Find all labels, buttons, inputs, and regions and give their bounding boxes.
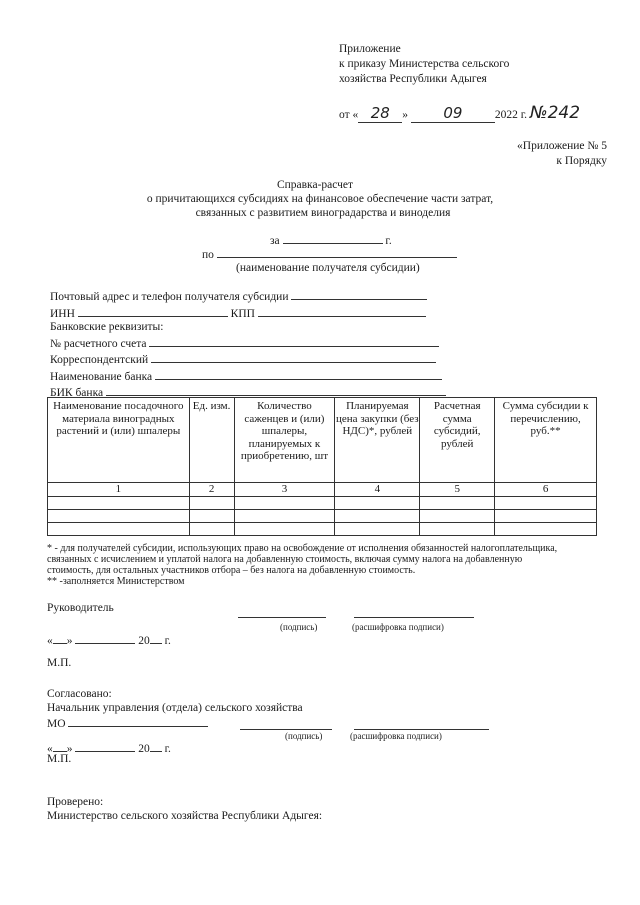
- account-blank: [149, 335, 439, 347]
- header-cell: Планируемая цена закупки (без НДС)*, рублей: [335, 398, 420, 483]
- table-cell: [420, 496, 495, 509]
- year-g: г.: [164, 743, 171, 755]
- dept-head-label: Начальник управления (отдела) сельского хозяйства: [47, 702, 303, 714]
- bank-details-label: Банковские реквизиты:: [50, 321, 164, 333]
- table-cell: [48, 496, 190, 509]
- number-cell: 3: [234, 483, 335, 497]
- footnotes: [47, 543, 557, 587]
- number-cell: 2: [189, 483, 234, 497]
- table-cell: [234, 522, 335, 535]
- month-blank: [75, 740, 135, 752]
- po-line: [202, 246, 457, 261]
- year-blank: [150, 632, 162, 644]
- head-decode-caption: (расшифровка подписи): [352, 622, 444, 632]
- footnote-2: ** -заполняется Министерством: [47, 576, 185, 587]
- year-20: 20: [138, 635, 150, 647]
- date-mid: »: [402, 109, 408, 121]
- period-line: [270, 232, 392, 247]
- table-cell: [48, 522, 190, 535]
- appendix5-line2: к Порядку: [556, 155, 607, 167]
- inn-blank: [78, 305, 228, 317]
- year-g: г.: [164, 635, 171, 647]
- recipient-fields: [50, 288, 446, 401]
- appendix-line3: хозяйства Республики Адыгея: [339, 73, 487, 85]
- year-suffix: г.: [385, 235, 392, 247]
- corr-blank: [151, 351, 436, 363]
- table-cell: [495, 496, 597, 509]
- date-day: 28: [358, 108, 402, 123]
- footnote-1-line2: связанных с исчислением и уплатой налога на добавленную стоимость, включая сумму налога на добавленную: [47, 554, 523, 565]
- po-label: по: [202, 249, 214, 261]
- number-cell: 1: [48, 483, 190, 497]
- subsidy-table: [47, 397, 597, 536]
- title-line1: Справка-расчет: [276, 179, 354, 191]
- table-header-row: [48, 398, 597, 483]
- table-cell: [234, 496, 335, 509]
- year-20: 20: [138, 743, 150, 755]
- agreed-sign-caption: (подпись): [285, 731, 323, 741]
- bik-label: БИК банка: [50, 387, 104, 399]
- date-prefix: от «: [339, 109, 359, 121]
- appendix-block: [339, 42, 509, 87]
- header-cell: Сумма субсидии к перечислению, руб.**: [495, 398, 597, 483]
- footnote-1-line1: * - для получателей субсидии, использующих право на освобождение от исполнения обязанностей налогоплательщика,: [47, 543, 558, 554]
- table-cell: [335, 509, 420, 522]
- appendix-line2: к приказу Министерства сельского: [339, 58, 510, 70]
- bank-name-label: Наименование банка: [50, 370, 153, 383]
- number-cell: 4: [335, 483, 420, 497]
- account-label: № расчетного счета: [50, 337, 147, 350]
- header-cell: Количество саженцев и (или) шпалеры, планируемых к приобретению, шт: [234, 398, 335, 483]
- recipient-caption: (наименование получателя субсидии): [236, 262, 420, 274]
- checked-block: [47, 795, 322, 823]
- agreed-label: Согласовано:: [47, 688, 112, 700]
- table-cell: [420, 509, 495, 522]
- appendix5-line1: «Приложение № 5: [517, 140, 607, 152]
- table-cell: [335, 496, 420, 509]
- table-cell: [189, 496, 234, 509]
- corr-label: Корреспондентский: [50, 354, 149, 366]
- period-blank: [283, 232, 383, 244]
- year-blank: [150, 740, 162, 752]
- title-line3: связанных с развитием виноградарства и виноделия: [195, 207, 451, 219]
- footnote-1-line3: стоимость, для остальных участников отбора – без налога на добавленную стоимость.: [47, 565, 416, 576]
- table-row: [48, 522, 597, 535]
- table-number-row: [48, 483, 597, 497]
- table-cell: [335, 522, 420, 535]
- table-cell: [189, 522, 234, 535]
- mp-1: М.П.: [47, 657, 72, 669]
- date-open: «: [47, 743, 53, 755]
- mo-blank: [68, 715, 208, 727]
- head-label: Руководитель: [47, 602, 114, 614]
- date-year: 2022 г.: [494, 109, 528, 121]
- head-sign-blank: [238, 606, 326, 618]
- ministry-label: Министерство сельского хозяйства Республики Адыгея:: [47, 810, 323, 822]
- appendix-date-line: [339, 103, 580, 123]
- mo-label: МО: [47, 718, 66, 730]
- kpp-blank: [258, 305, 426, 317]
- number-cell: 5: [420, 483, 495, 497]
- table-cell: [420, 522, 495, 535]
- title-line2: о причитающихся субсидиях на финансовое обеспечение части затрат,: [146, 193, 494, 205]
- header-cell: Расчетная сумма субсидий, рублей: [420, 398, 495, 483]
- document-title: [0, 178, 640, 220]
- date-close: »: [66, 635, 73, 647]
- postal-blank: [291, 288, 427, 300]
- date-close: »: [66, 743, 73, 755]
- recipient-blank: [217, 246, 457, 258]
- table-cell: [48, 509, 190, 522]
- table-cell: [189, 509, 234, 522]
- head-sign-caption: (подпись): [280, 622, 318, 632]
- agreed-sign-blank: [240, 718, 332, 730]
- head-decode-blank: [354, 606, 474, 618]
- day-blank: [53, 632, 67, 644]
- number-cell: 6: [495, 483, 597, 497]
- kpp-label: КПП: [230, 307, 255, 320]
- agreed-decode-blank: [354, 718, 489, 730]
- date-month: 09: [411, 108, 495, 123]
- inn-label: ИНН: [50, 307, 75, 320]
- checked-label: Проверено:: [47, 796, 104, 808]
- bik-blank: [106, 384, 446, 396]
- table-cell: [495, 509, 597, 522]
- postal-label: Почтовый адрес и телефон получателя субсидии: [50, 291, 289, 303]
- number-sign: №: [529, 103, 548, 123]
- day-blank: [53, 740, 67, 752]
- date-open: «: [47, 635, 53, 647]
- head-date-line: [47, 632, 171, 647]
- table-row: [48, 496, 597, 509]
- mp-2: М.П.: [47, 753, 72, 765]
- agreed-decode-caption: (расшифровка подписи): [350, 731, 442, 741]
- table-cell: [234, 509, 335, 522]
- bank-name-blank: [155, 368, 442, 380]
- appendix5-block: [517, 139, 607, 169]
- month-blank: [75, 632, 135, 644]
- appendix-number: 242: [547, 103, 581, 123]
- za-label: за: [270, 235, 280, 247]
- table-cell: [495, 522, 597, 535]
- header-cell: Наименование посадочного материала виноградных растений и (или) шпалеры: [48, 398, 190, 483]
- appendix-line1: Приложение: [339, 43, 401, 55]
- header-cell: Ед. изм.: [189, 398, 234, 483]
- table-row: [48, 509, 597, 522]
